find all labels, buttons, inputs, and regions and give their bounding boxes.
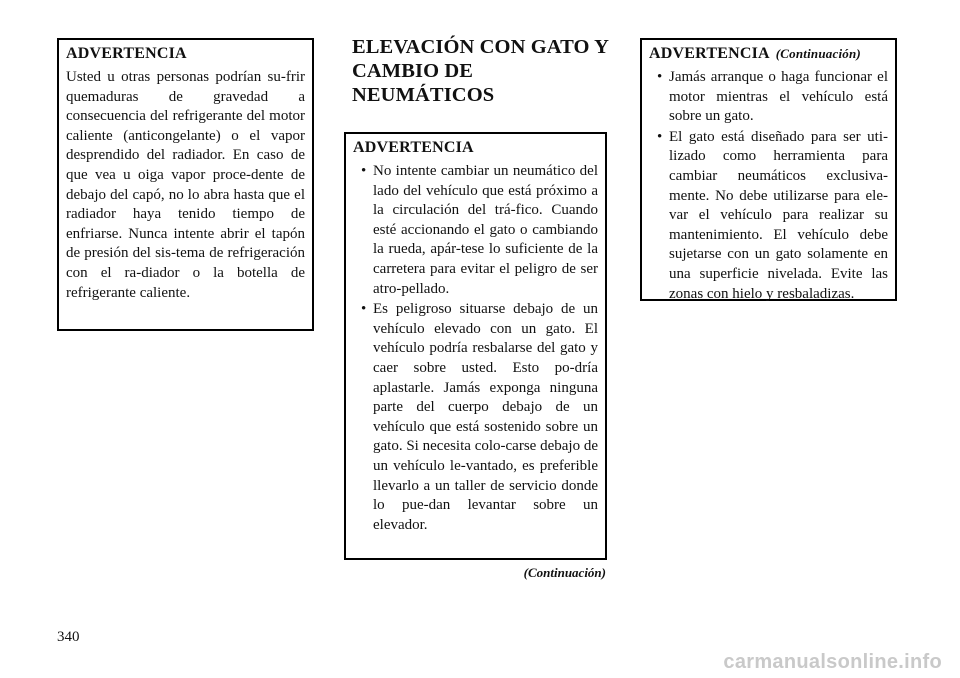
bullet-icon: • xyxy=(657,69,663,85)
warning-list xyxy=(353,162,598,535)
coolant-warning-box xyxy=(57,38,314,331)
watermark: carmanualsonline.info xyxy=(723,651,942,673)
warning-continued-label: (Continuación) xyxy=(775,46,861,61)
bullet-icon: • xyxy=(361,163,367,179)
warning-item: • El gato está diseñado para ser uti-lizado como herramienta para cambiar neumáticos exclusiva-mente. No debe utilizarse para ele-var el vehículo para realizar su mantenimiento. El vehículo debe sujetarse con un gato solamente en una superficie nivelada. Evite las zonas con hielo y resbaladizas. xyxy=(657,128,888,302)
warning-title: ADVERTENCIA (Continuación) xyxy=(649,45,861,62)
continued-label: (Continuación) xyxy=(523,565,606,580)
bullet-icon: • xyxy=(361,301,367,318)
jacking-warning-continued-box xyxy=(640,38,897,301)
warning-list xyxy=(649,68,888,304)
warning-item: • Es peligroso situarse debajo de un vehículo elevado con un gato. El vehículo podría resbalarse del gato y caer sobre usted. Esto po-dría aplastarle. Jamás exponga ninguna parte del cuerpo debajo de un vehículo que está sostenido sobre un gato. Si necesita colo-carse debajo de un vehículo le-vantado, es preferible llevarlo a un taller de servicio donde lo pue-dan levantar sobre un elevador. xyxy=(361,301,598,533)
warning-body: Usted u otras personas podrían su-frir quemaduras de gravedad a consecuencia del refrigerante del motor caliente (anticongelante) o el vapor desprendido del radiador. En caso de que vea u oiga vapor proce-dente de debajo del capó, no lo abra hasta que el radiador haya tenido tiempo de enfriarse. Nunca intente abrir el tapón de presión del sis-tema de refrigeración con el ra-diador o la botella de refrigerante caliente. xyxy=(66,69,305,301)
warning-title: ADVERTENCIA xyxy=(353,139,474,156)
warning-item: • No intente cambiar un neumático del lado del vehículo que está próximo a la circulación del trá-fico. Cuando esté accionando el gato o cambiando la rueda, apár-tese lo suficiente de la carretera para evitar el peligro de ser atro-pellado. xyxy=(361,163,598,297)
warning-title: ADVERTENCIA xyxy=(66,45,187,62)
jacking-warning-box xyxy=(344,132,607,560)
page-number: 340 xyxy=(57,629,80,645)
bullet-icon: • xyxy=(657,128,663,145)
warning-item: • Jamás arranque o haga funcionar el motor mientras el vehículo está sobre un gato. xyxy=(657,69,888,125)
section-title: ELEVACIÓN CON GATO Y CAMBIO DE NEUMÁTICOS xyxy=(352,36,609,106)
